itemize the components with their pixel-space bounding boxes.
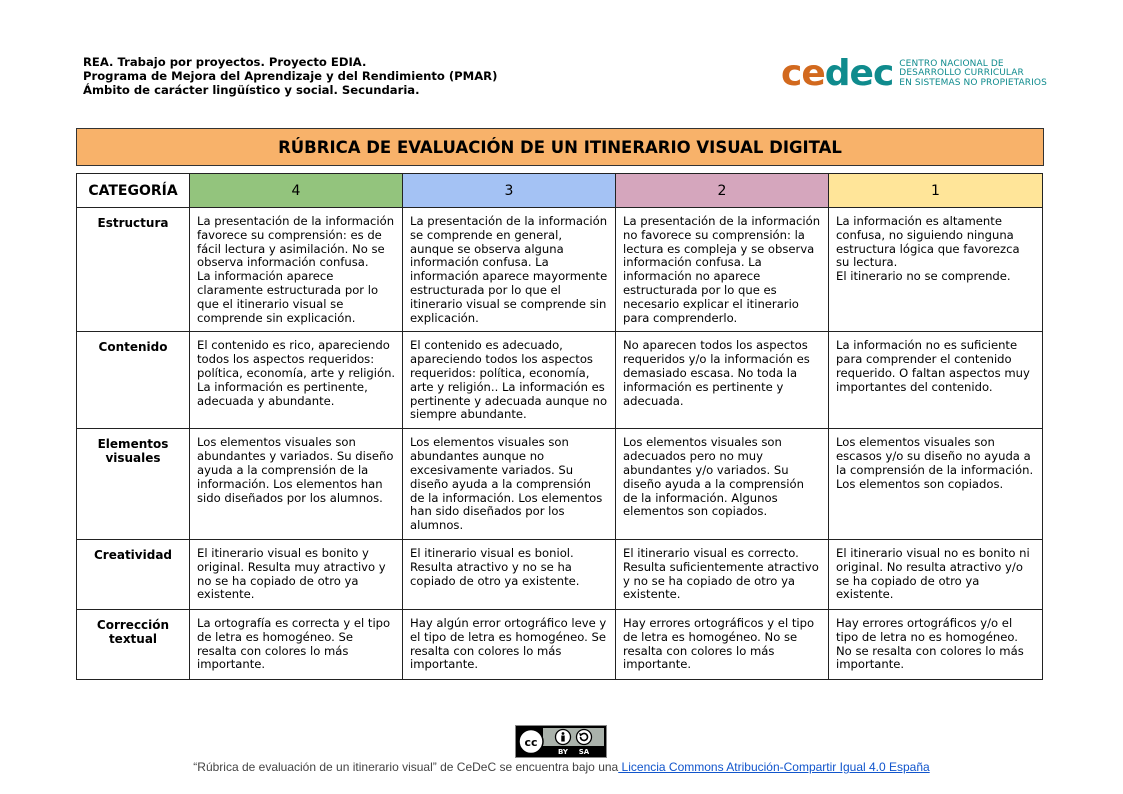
logo-wordmark: cedec <box>781 53 894 94</box>
license-link[interactable]: Licencia Commons Atribución-Compartir Igual 4.0 España <box>618 760 930 774</box>
cc-license-icon <box>517 727 605 756</box>
criteria-cell: Hay errores ortográficos y el tipo de letra es homogéneo. No se resalta con colores lo más importante. <box>616 609 829 679</box>
badge-by: BY <box>557 748 569 756</box>
criteria-cell: Los elementos visuales son escasos y/o su diseño no ayuda a la comprensión de la información. Los elementos son copiados. <box>829 429 1043 540</box>
level-1-header: 1 <box>829 174 1043 208</box>
criteria-cell: El contenido es rico, apareciendo todos los aspectos requeridos: política, economía, arte y religión. La información es pertinente, adecuada y abundante. <box>190 332 403 429</box>
header-line-3: Ámbito de carácter lingüístico y social. Secundaria. <box>83 83 420 97</box>
header-line-2: Programa de Mejora del Aprendizaje y del Rendimiento (PMAR) <box>83 69 498 83</box>
category-cell: Elementos visuales <box>77 429 190 540</box>
level-2-header: 2 <box>616 174 829 208</box>
badge-sa: SA <box>578 748 590 756</box>
criteria-cell: La presentación de la información no favorece su comprensión: la lectura es compleja y se observa información confusa. La información no aparece estructurada por lo que es necesario explicar el itinerario para comprenderlo. <box>616 208 829 332</box>
table-row <box>77 332 1043 429</box>
criteria-cell: Los elementos visuales son abundantes aunque no excesivamente variados. Su diseño ayuda a la comprensión de la información. Los elementos han sido diseñados por los alumnos. <box>403 429 616 540</box>
cc-by-sa-badge[interactable] <box>515 725 607 758</box>
criteria-cell: La ortografía es correcta y el tipo de letra es homogéneo. Se resalta con colores lo más importante. <box>190 609 403 679</box>
table-row <box>77 208 1043 332</box>
document-header <box>83 55 497 97</box>
rubric-table <box>76 173 1043 680</box>
criteria-cell: Hay algún error ortográfico leve y el tipo de letra es homogéneo. Se resalta con colores lo más importante. <box>403 609 616 679</box>
category-cell: Corrección textual <box>77 609 190 679</box>
criteria-cell: El itinerario visual es correcto. Resulta suficientemente atractivo y no se ha copiado de otro ya existente. <box>616 539 829 609</box>
criteria-cell: El contenido es adecuado, apareciendo todos los aspectos requeridos: política, economía, arte y religión.. La información es pertinente y adecuada aunque no siempre abundante. <box>403 332 616 429</box>
category-cell: Contenido <box>77 332 190 429</box>
table-row <box>77 429 1043 540</box>
criteria-cell: Los elementos visuales son adecuados pero no muy abundantes y/o variados. Su diseño ayuda a la comprensión de la información. Algunos elementos son copiados. <box>616 429 829 540</box>
license-text: “Rúbrica de evaluación de un itinerario visual” de CeDeC se encuentra bajo una <box>193 760 619 774</box>
criteria-cell: La presentación de la información se comprende en general, aunque se observa alguna información confusa. La información aparece mayormente estructurada por lo que el itinerario visual se comprende sin explicación. <box>403 208 616 332</box>
rubric-title: RÚBRICA DE EVALUACIÓN DE UN ITINERARIO VISUAL DIGITAL <box>76 128 1044 166</box>
criteria-cell: Los elementos visuales son abundantes y variados. Su diseño ayuda a la comprensión de la información. Los elementos han sido diseñados por los alumnos. <box>190 429 403 540</box>
criteria-cell: La presentación de la información favorece su comprensión: es de fácil lectura y asimilación. No se observa información confusa. La información aparece claramente estructurada por lo que el itinerario visual se comprende sin explicación. <box>190 208 403 332</box>
table-row <box>77 539 1043 609</box>
header-line-1: REA. Trabajo por proyectos. Proyecto EDIA. <box>83 55 367 69</box>
logo-subtitle: CENTRO NACIONAL DE DESARROLLO CURRICULAR EN SISTEMAS NO PROPIETARIOS <box>899 58 1047 88</box>
criteria-cell: La información no es suficiente para comprender el contenido requerido. O faltan aspectos muy importantes del contenido. <box>829 332 1043 429</box>
cedec-logo <box>781 53 1047 94</box>
criteria-cell: El itinerario visual no es bonito ni original. No resulta atractivo y/o se ha copiado de otro ya existente. <box>829 539 1043 609</box>
category-cell: Estructura <box>77 208 190 332</box>
license-line <box>0 760 1123 774</box>
criteria-cell: El itinerario visual es boniol. Resulta atractivo y no se ha copiado de otro ya existente. <box>403 539 616 609</box>
level-3-header: 3 <box>403 174 616 208</box>
criteria-cell: El itinerario visual es bonito y original. Resulta muy atractivo y no se ha copiado de otro ya existente. <box>190 539 403 609</box>
criteria-cell: La información es altamente confusa, no siguiendo ninguna estructura lógica que favorezca su lectura. El itinerario no se comprende. <box>829 208 1043 332</box>
criteria-cell: No aparecen todos los aspectos requeridos y/o la información es demasiado escasa. No toda la información es pertinente y adecuada. <box>616 332 829 429</box>
category-header: CATEGORÍA <box>77 174 190 208</box>
criteria-cell: Hay errores ortográficos y/o el tipo de letra no es homogéneo. No se resalta con colores lo más importante. <box>829 609 1043 679</box>
level-4-header: 4 <box>190 174 403 208</box>
category-cell: Creatividad <box>77 539 190 609</box>
table-header-row <box>77 174 1043 208</box>
table-row <box>77 609 1043 679</box>
svg-text:cc: cc <box>524 736 538 749</box>
